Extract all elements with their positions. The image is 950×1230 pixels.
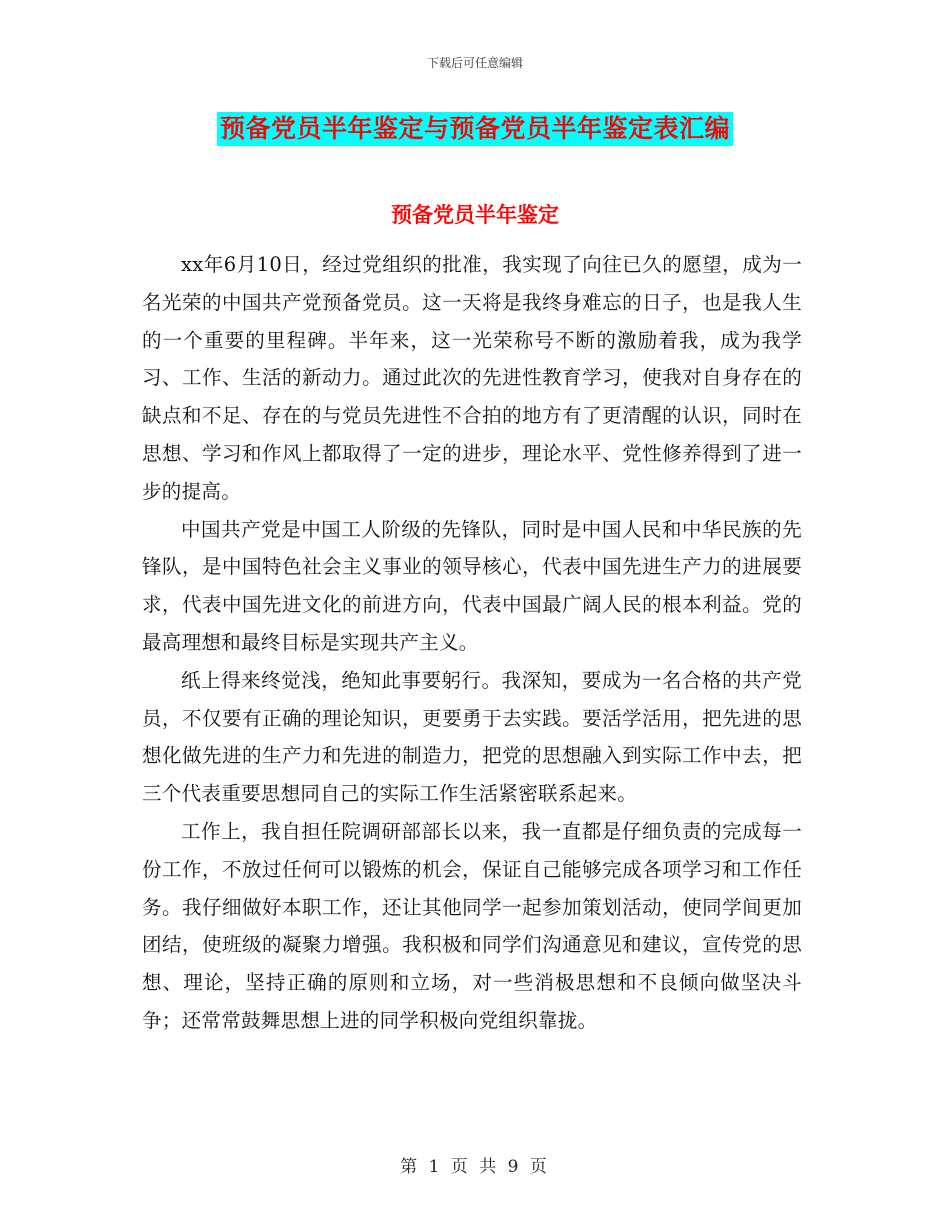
- paragraph: 纸上得来终觉浅，绝知此事要躬行。我深知，要成为一名合格的共产党员，不仅要有正确的理论知识，更要勇于去实践。要活学活用，把先进的思想化做先进的生产力和先进的制造力，把党的思想融入到实际工作中去，把三个代表重要思想同自己的实际工作生活紧密联系起来。: [142, 668, 802, 806]
- paragraph: 中国共产党是中国工人阶级的先锋队，同时是中国人民和中华民族的先锋队，是中国特色社会主义事业的领导核心，代表中国先进生产力的进展要求，代表中国先进文化的前进方向，代表中国最广阔人民的根本利益。党的最高理想和最终目标是实现共产主义。: [142, 517, 802, 654]
- header-note: 下载后可任意编辑: [426, 56, 523, 70]
- main-title: 预备党员半年鉴定与预备党员半年鉴定表汇编: [217, 112, 733, 146]
- paragraph: xx年6月10日，经过党组织的批准，我实现了向往已久的愿望，成为一名光荣的中国共产党预备党员。这一天将是我终身难忘的日子，也是我人生的一个重要的里程碑。半年来，这一光荣称号不断的激励着我，成为我学习、工作、生活的新动力。通过此次的先进性教育学习，使我对自身存在的缺点和不足、存在的与党员先进性不合拍的地方有了更清醒的认识，同时在思想、学习和作风上都取得了一定的进步，理论水平、党性修养得到了进一步的提高。: [142, 253, 802, 503]
- main-title-container: [0, 112, 950, 146]
- paragraph: 工作上，我自担任院调研部部长以来，我一直都是仔细负责的完成每一份工作，不放过任何可以锻炼的机会，保证自己能够完成各项学习和工作任务。我仔细做好本职工作，还让其他同学一起参加策划活动，使同学间更加团结，使班级的凝聚力增强。我积极和同学们沟通意见和建议，宣传党的思想、理论，坚持正确的原则和立场，对一些消极思想和不良倾向做坚决斗争；还常常鼓舞思想上进的同学积极向党组织靠拢。: [142, 819, 802, 1032]
- page-number-footer: 第 1 页 共 9 页: [400, 1157, 550, 1177]
- document-body: [142, 246, 802, 1040]
- section-title: 预备党员半年鉴定: [391, 202, 559, 227]
